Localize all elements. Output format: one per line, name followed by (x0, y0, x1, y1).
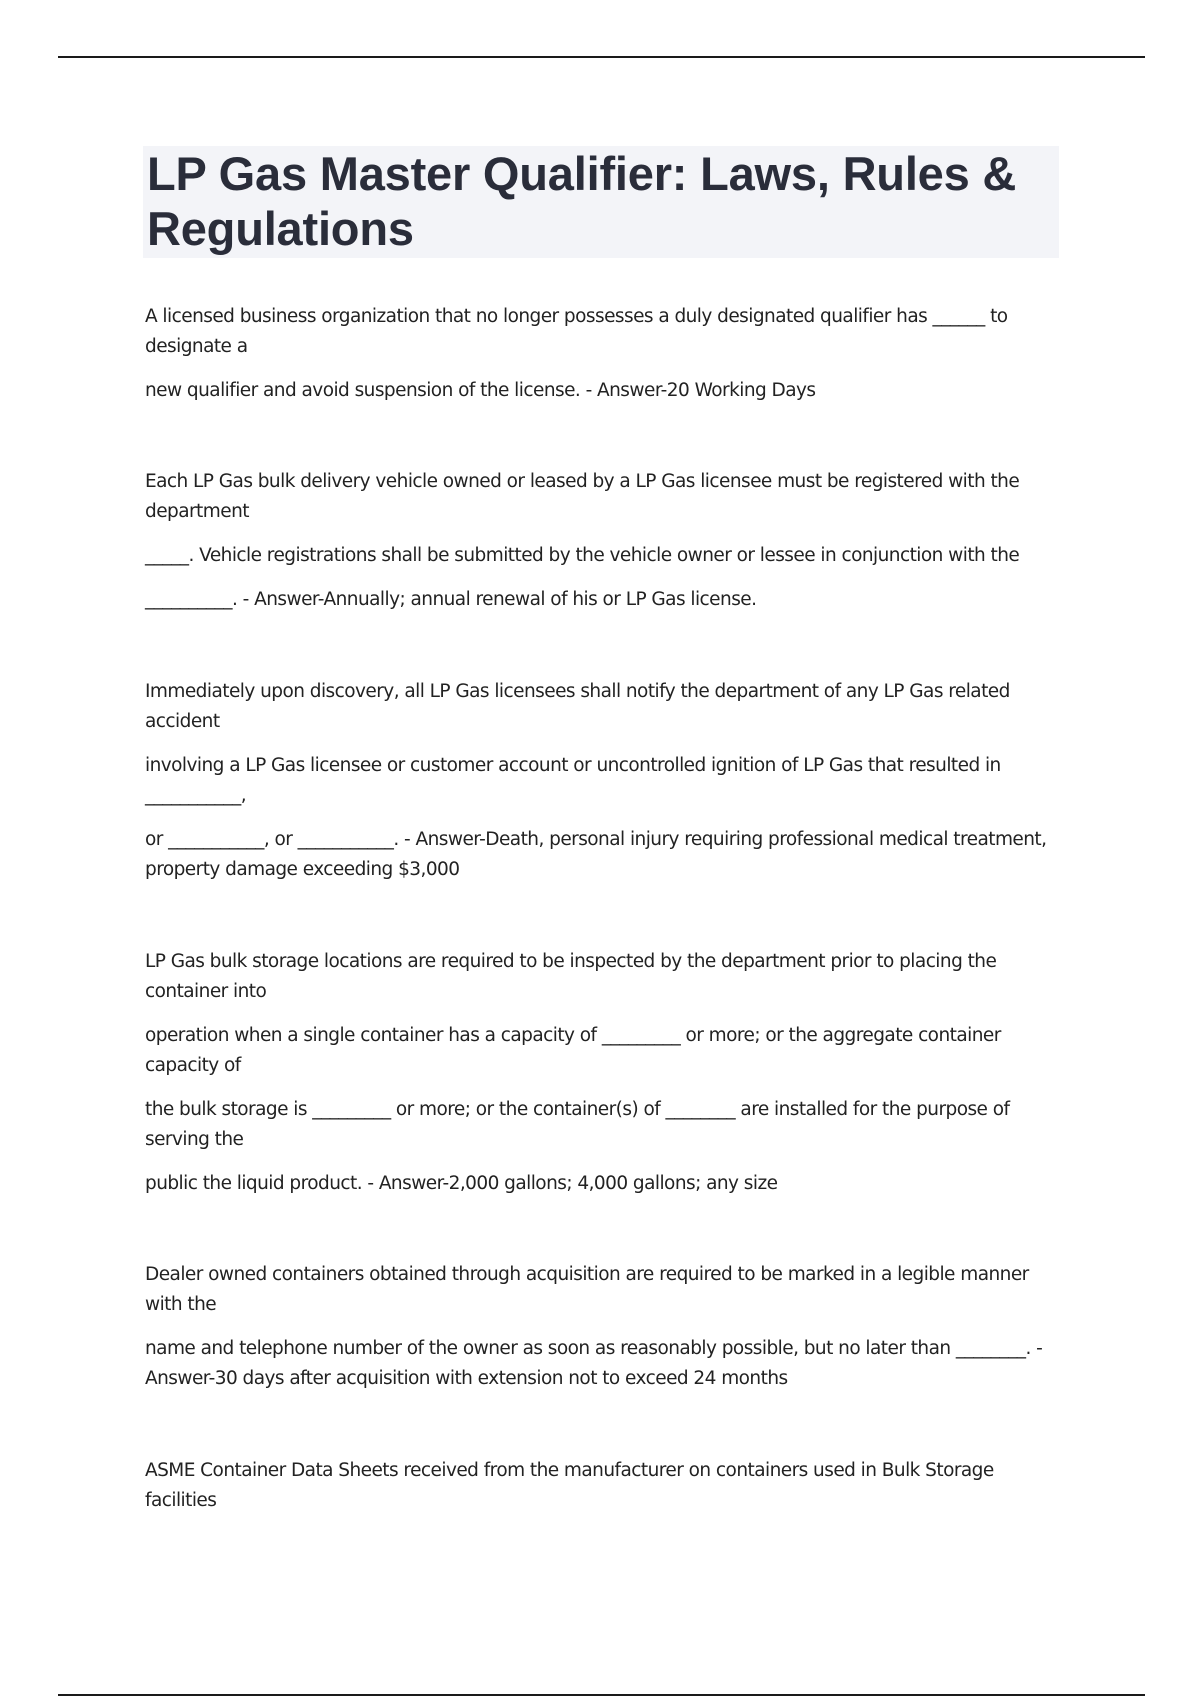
question-2-line-2: _____. Vehicle registrations shall be submitted by the vehicle owner or lessee in conjunction with the (145, 545, 1020, 566)
question-1 (145, 302, 1060, 406)
top-rule (58, 56, 1145, 58)
question-5-line-2: name and telephone number of the owner as soon as reasonably possible, but no later than ________. - Answer-30 days after acquisition with extension not to exceed 24 months (145, 1338, 1043, 1389)
question-6 (145, 1456, 1060, 1516)
question-5 (145, 1260, 1060, 1394)
document-title: LP Gas Master Qualifier: Laws, Rules & Regulations (147, 147, 1017, 255)
question-3-line-1: Immediately upon discovery, all LP Gas licensees shall notify the department of any LP Gas related accident (145, 681, 1010, 732)
bottom-rule (58, 1694, 1145, 1696)
question-4 (145, 947, 1060, 1199)
title-banner (143, 146, 1059, 258)
question-4-line-2: operation when a single container has a capacity of _________ or more; or the aggregate container capacity of (145, 1025, 1001, 1076)
question-4-line-1: LP Gas bulk storage locations are required to be inspected by the department prior to placing the container into (145, 951, 997, 1002)
question-4-line-4: public the liquid product. - Answer-2,000 gallons; 4,000 gallons; any size (145, 1173, 778, 1194)
question-1-line-2: new qualifier and avoid suspension of the license. - Answer-20 Working Days (145, 380, 816, 401)
question-1-line-1: A licensed business organization that no longer possesses a duly designated qualifier has ______ to designate a (145, 306, 1008, 357)
question-2-line-3: __________. - Answer-Annually; annual renewal of his or LP Gas license. (145, 589, 757, 610)
question-3-line-3: or ___________, or ___________. - Answer-Death, personal injury requiring professional medical treatment, property damage exceeding $3,000 (145, 829, 1047, 880)
question-4-line-3: the bulk storage is _________ or more; or the container(s) of ________ are installed for the purpose of serving the (145, 1099, 1010, 1150)
question-3-line-2: involving a LP Gas licensee or customer account or uncontrolled ignition of LP Gas that resulted in ___________, (145, 755, 1001, 806)
question-5-line-1: Dealer owned containers obtained through acquisition are required to be marked in a legible manner with the (145, 1264, 1029, 1315)
question-6-line-1: ASME Container Data Sheets received from the manufacturer on containers used in Bulk Storage facilities (145, 1460, 994, 1511)
question-2-line-1: Each LP Gas bulk delivery vehicle owned or leased by a LP Gas licensee must be registered with the department (145, 471, 1020, 522)
question-3 (145, 677, 1060, 885)
question-2 (145, 467, 1060, 615)
